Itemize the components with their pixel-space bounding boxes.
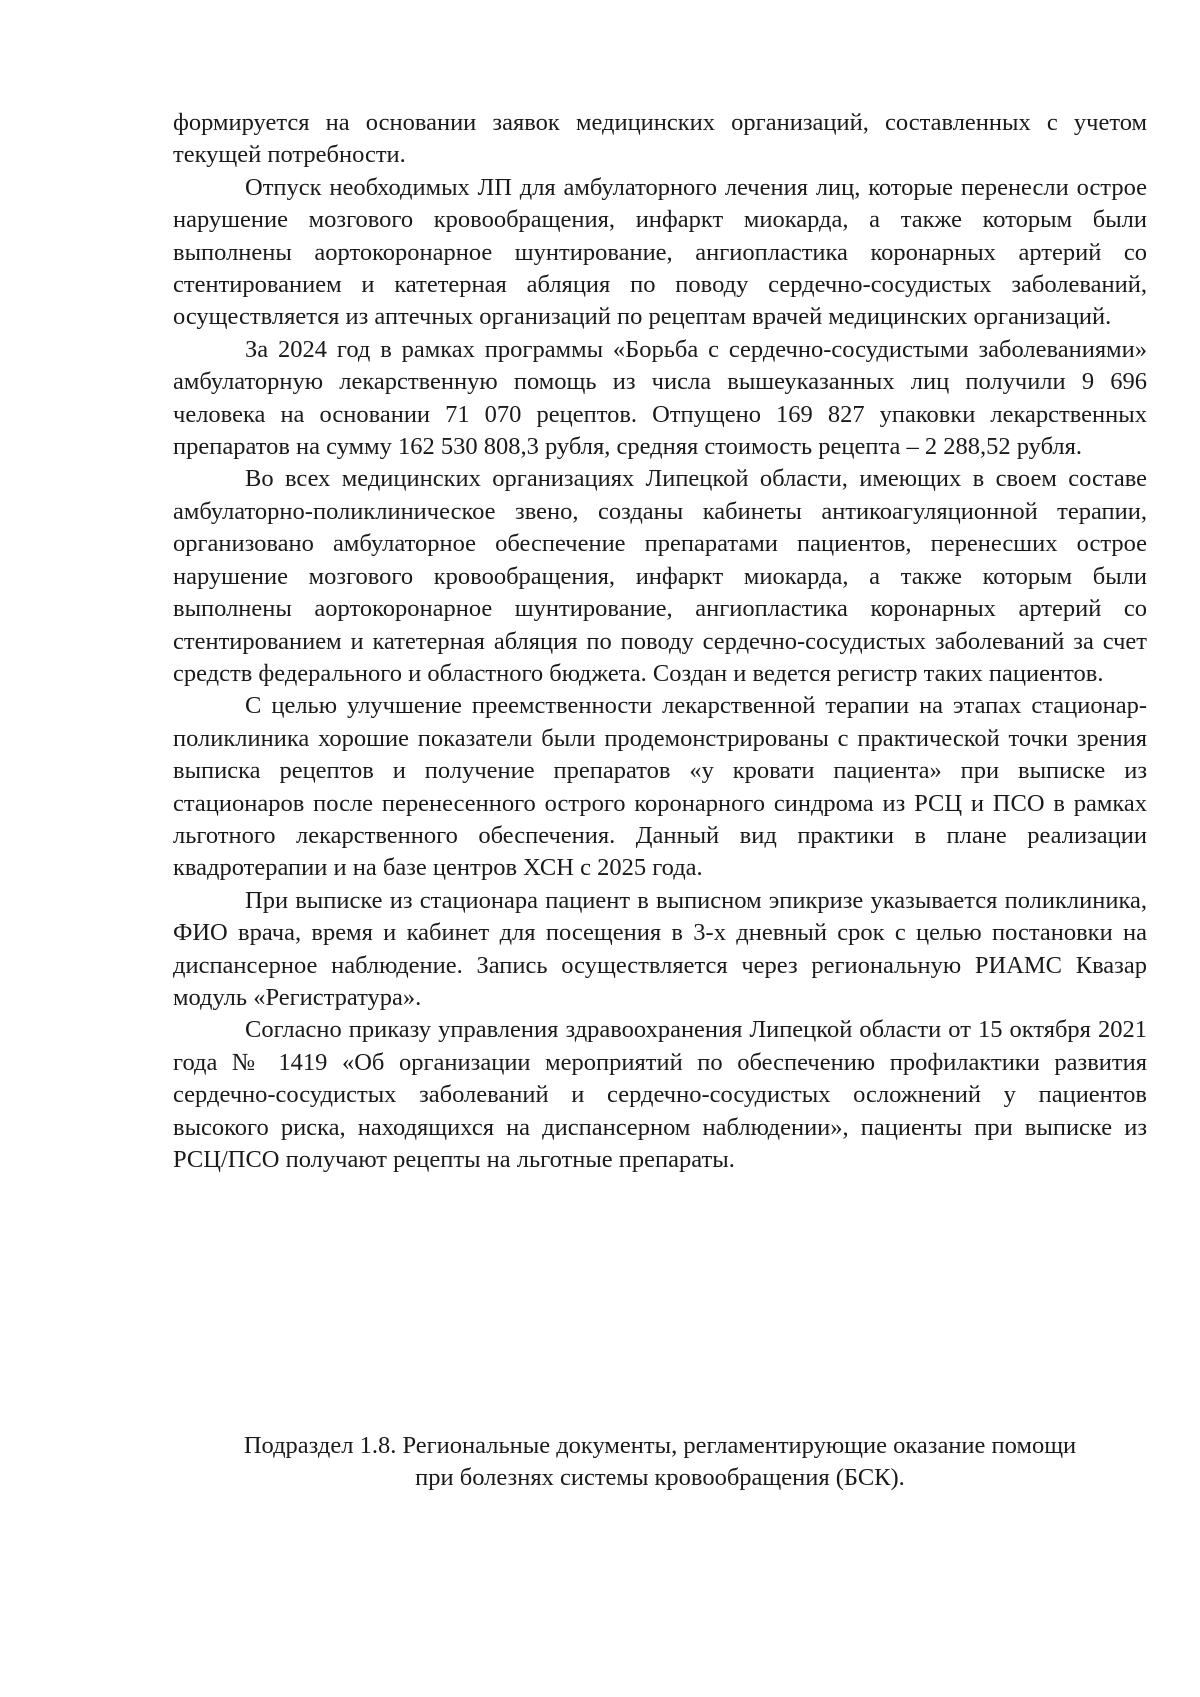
paragraph-therapy-continuity: С целью улучшение преемственности лекарственной терапии на этапах стационар-поликлиника хорошие показатели были продемонстрированы с практической точки зрения выписка рецептов и получение препаратов «у кровати пациента» при выписке из стационаров после перенесенного острого коронарного синдрома из РСЦ и ПСО в рамках льготного лекарственного обеспечения. Данный вид практики в плане реализации квадротерапии и на базе центров ХСН с 2025 года. <box>173 692 1147 882</box>
paragraph-order-1419: Согласно приказу управления здравоохранения Липецкой области от 15 октября 2021 года № 1419 «Об организации мероприятий по обеспечению профилактики развития сердечно-сосудистых заболеваний и сердечно-сосудистых осложнений у пациентов высокого риска, находящихся на диспансерном наблюдении», пациенты при выписке из РСЦ/ПСО получают рецепты на льготные препараты. <box>173 1016 1147 1173</box>
paragraph-anticoagulation-offices: Во всех медицинских организациях Липецкой области, имеющих в своем составе амбулаторно-поликлиническое звено, созданы кабинеты антикоагуляционной терапии, организовано амбулаторное обеспечение препаратами пациентов, перенесших острое нарушение мозгового кровообращения, инфаркт миокарда, а также которым были выполнены аортокоронарное шунтирование, ангиопластика коронарных артерий со стентированием и катетерная абляция по поводу сердечно-сосудистых заболеваний за счет средств федерального и областного бюджета. Создан и ведется регистр таких пациентов. <box>173 465 1147 687</box>
paragraph-medicine-dispensing: Отпуск необходимых ЛП для амбулаторного лечения лиц, которые перенесли острое нарушение мозгового кровообращения, инфаркт миокарда, а также которым были выполнены аортокоронарное шунтирование, ангиопластика коронарных артерий со стентированием и катетерная абляция по поводу сердечно-сосудистых заболеваний, осуществляется из аптечных организаций по рецептам врачей медицинских организаций. <box>173 173 1147 331</box>
paragraph-continuation: формируется на основании заявок медицинских организаций, составленных с учетом текущей потребности. <box>173 109 1147 169</box>
section-heading <box>173 1430 1147 1495</box>
paragraph-2024-program-results: За 2024 год в рамках программы «Борьба с сердечно-сосудистыми заболеваниями» амбулаторную лекарственную помощь из числа вышеуказанных лиц получили 9 696 человека на основании 71 070 рецептов. Отпущено 169 827 упаковки лекарственных препаратов на сумму 162 530 808,3 рубля, средняя стоимость рецепта – 2 288,52 рубля. <box>173 335 1147 461</box>
section-heading-line-2: при болезнях системы кровообращения (БСК). <box>415 1464 905 1492</box>
paragraph-discharge-procedure: При выписке из стационара пациент в выписном эпикризе указывается поликлиника, ФИО врача, время и кабинет для посещения в 3-х дневный срок с целью постановки на диспансерное наблюдение. Запись осуществляется через региональную РИАМС Квазар модуль «Регистратура». <box>173 886 1147 1011</box>
section-heading-line-1: Подраздел 1.8. Региональные документы, регламентирующие оказание помощи <box>243 1432 1077 1459</box>
body-text <box>173 107 1147 1176</box>
